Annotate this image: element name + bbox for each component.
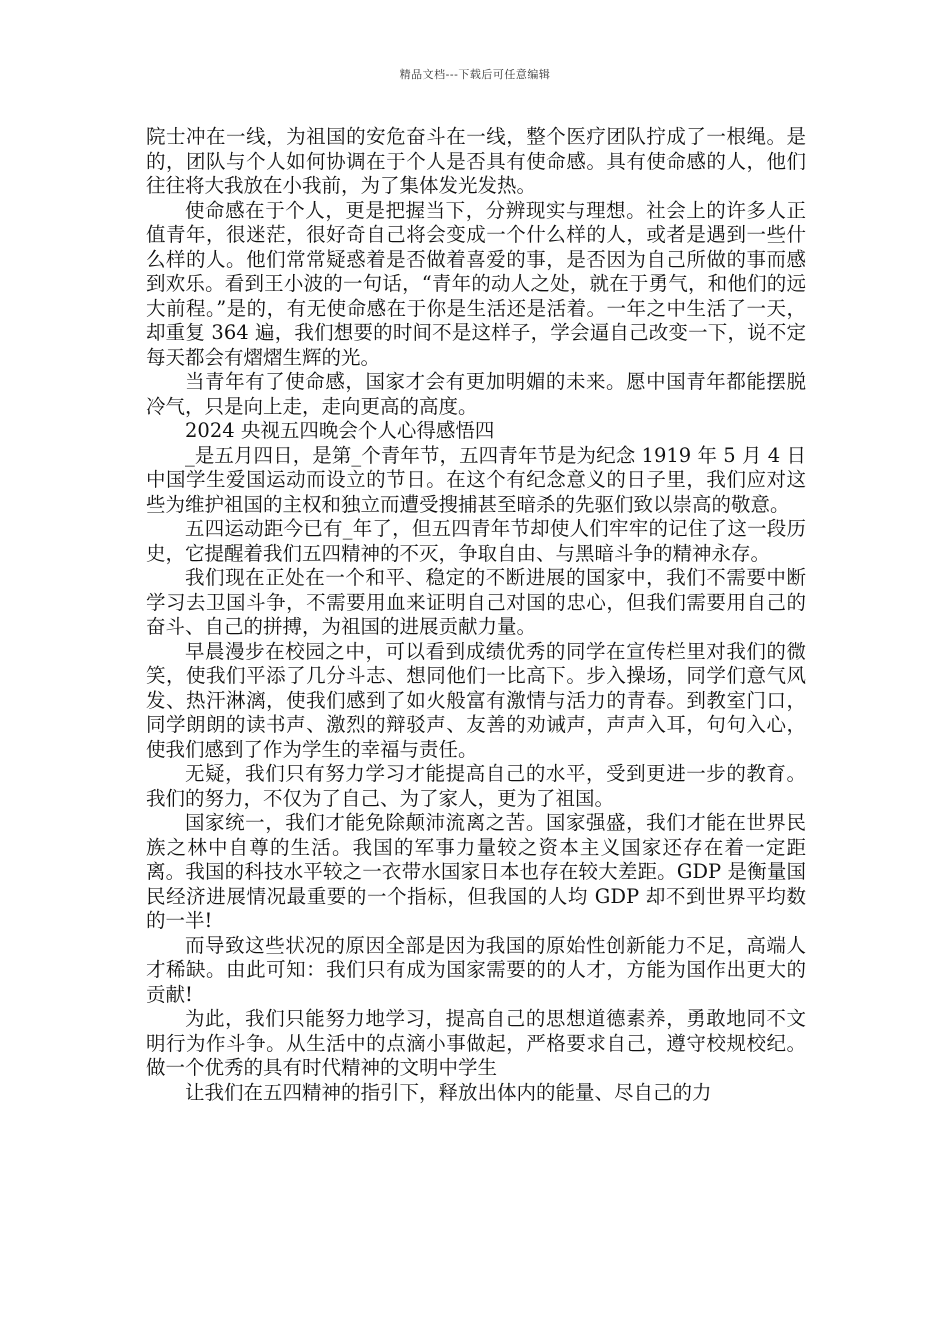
paragraph: 早晨漫步在校园之中，可以看到成绩优秀的同学在宣传栏里对我们的微笑，使我们平添了几分斗志、想同他们一比高下。步入操场，同学们意气风发、热汗淋漓，使我们感到了如火般富有激情与活力的青春。到教室门口，同学朗朗的读书声、激烈的辩驳声、友善的劝诫声，声声入耳，句句入心，使我们感到了作为学生的幸福与责任。 [146,639,806,761]
page-header: 精品文档---下载后可任意编辑 [399,68,551,81]
section-heading: 2024 央视五四晚会个人心得感悟四 [185,419,495,442]
paragraph: 院士冲在一线，为祖国的安危奋斗在一线，整个医疗团队拧成了一根绳。是的，团队与个人如何协调在于个人是否具有使命感。具有使命感的人，他们往往将大我放在小我前，为了集体发光发热。 [146,125,806,197]
paragraph: 为此，我们只能努力地学习，提高自己的思想道德素养，勇敢地同不文明行为作斗争。从生活中的点滴小事做起，严格要求自己，遵守校规校纪。做一个优秀的具有时代精神的文明中学生 [146,1007,806,1079]
paragraph: _是五月四日，是第_个青年节，五四青年节是为纪念 1919 年 5 月 4 日中国学生爱国运动而设立的节日。在这个有纪念意义的日子里，我们应对这些为维护祖国的主权和独立而遭受搜捕甚至暗杀的先驱们致以崇高的敬意。 [146,443,806,516]
document-body [146,125,806,1105]
paragraph: 五四运动距今已有_年了，但五四青年节却使人们牢牢的记住了这一段历史，它提醒着我们五四精神的不灭，争取自由、与黑暗斗争的精神永存。 [146,517,806,565]
paragraph: 当青年有了使命感，国家才会有更加明媚的未来。愿中国青年都能摆脱冷气，只是向上走，走向更高的高度。 [146,370,806,418]
paragraph: 使命感在于个人，更是把握当下，分辨现实与理想。社会上的许多人正值青年，很迷茫，很好奇自己将会变成一个什么样的人，或者是遇到一些什么样的人。他们常常疑惑着是否做着喜爱的事，是否因为自己所做的事而感到欢乐。看到王小波的一句话，“青年的动人之处，就在于勇气，和他们的远大前程。”是的，有无使命感在于你是生活还是活着。一年之中生活了一天，却重复 364 遍，我们想要的时间不是这样子，学会逼自己改变一下，说不定每天都会有熠熠生辉的光。 [146,198,806,369]
paragraph: 无疑，我们只有努力学习才能提高自己的水平，受到更进一步的教育。我们的努力，不仅为了自己、为了家人，更为了祖国。 [146,762,806,810]
paragraph: 国家统一，我们才能免除颠沛流离之苦。国家强盛，我们才能在世界民族之林中自尊的生活。我国的军事力量较之资本主义国家还存在着一定距离。我国的科技水平较之一衣带水国家日本也存在较大差距。GDP 是衡量国民经济进展情况最重要的一个指标，但我国的人均 GDP 却不到世界平均数的一半! [146,811,806,932]
paragraph: 而导致这些状况的原因全部是因为我国的原始性创新能力不足，高端人才稀缺。由此可知：我们只有成为国家需要的的人才，方能为国作出更大的贡献! [146,933,806,1006]
paragraph: 让我们在五四精神的指引下，释放出体内的能量、尽自己的力 [185,1080,712,1104]
paragraph: 我们现在正处在一个和平、稳定的不断进展的国家中，我们不需要中断学习去卫国斗争，不需要用血来证明自己对国的忠心，但我们需要用自己的奋斗、自己的拼搏，为祖国的进展贡献力量。 [146,566,806,638]
